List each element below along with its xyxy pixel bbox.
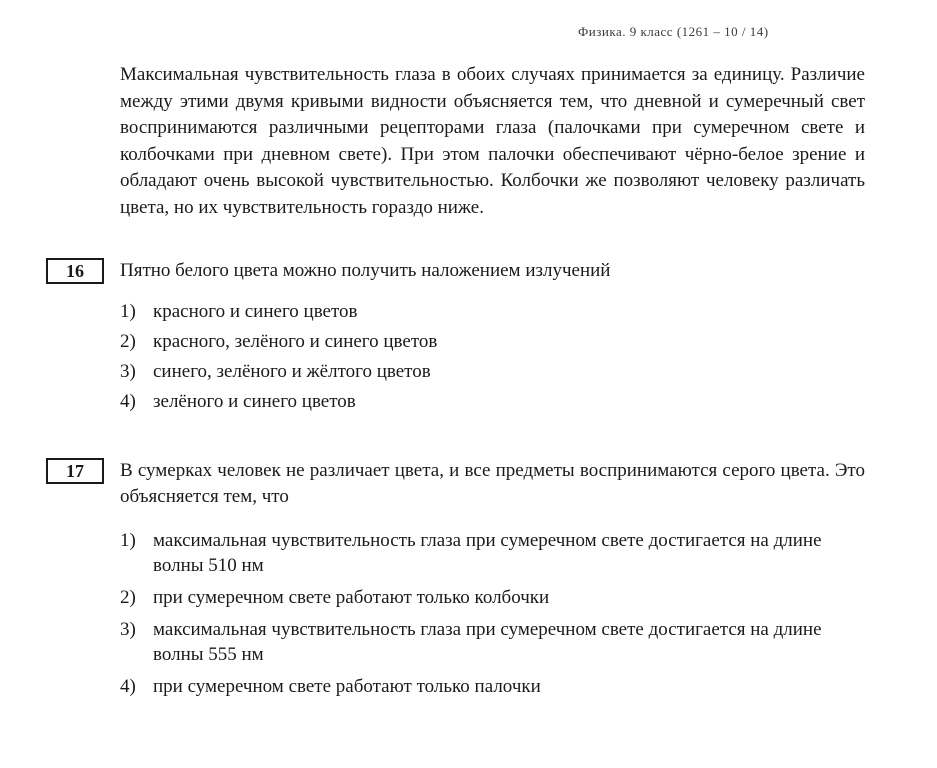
intro-paragraph (120, 62, 865, 221)
question-17-text: В сумерках человек не различает цвета, и все предметы воспринимаются серого цвета. Это объясняется тем, что (120, 460, 865, 507)
option-number: 1) (120, 301, 136, 322)
option-number: 2) (120, 587, 136, 608)
option-text: максимальная чувствительность глаза при сумеречном свете достигается на длине волны 510 нм (153, 530, 822, 576)
question-17-option-3 (120, 617, 865, 667)
question-17-option-1 (120, 528, 865, 578)
option-text: красного и синего цветов (153, 301, 358, 322)
question-16-options (120, 299, 865, 419)
question-16-option-3 (120, 359, 865, 389)
question-16-number-box: 16 (46, 258, 104, 284)
option-number: 3) (120, 361, 136, 382)
option-number: 2) (120, 331, 136, 352)
question-17-option-4 (120, 674, 865, 699)
option-number: 1) (120, 530, 136, 551)
option-text: красного, зелёного и синего цветов (153, 331, 438, 352)
option-text: при сумеречном свете работают только колбочки (153, 587, 550, 608)
option-text: зелёного и синего цветов (153, 391, 356, 412)
option-text: максимальная чувствительность глаза при сумеречном свете достигается на длине волны 555 нм (153, 619, 822, 665)
question-16-text: Пятно белого цвета можно получить наложением излучений (120, 260, 611, 281)
option-text: синего, зелёного и жёлтого цветов (153, 361, 431, 382)
question-17-option-2 (120, 585, 865, 610)
intro-text: Максимальная чувствительность глаза в обоих случаях принимается за единицу. Различие между этими двумя кривыми видности объясняется тем, что дневной и сумеречный свет воспринимаются различными рецепторами глаза (палочками при сумеречном свете и колбочками при дневном свете). При этом палочки обеспечивают чёрно-белое зрение и обладают очень высокой чувствительностью. Колбочки же позволяют человеку различать цвета, но их чувствительность гораздо ниже. (120, 64, 865, 218)
question-16-option-1 (120, 299, 865, 329)
page-header: Физика. 9 класс (1261 – 10 / 14) (578, 24, 769, 39)
option-text: при сумеречном свете работают только палочки (153, 676, 541, 697)
option-number: 4) (120, 676, 136, 697)
option-number: 4) (120, 391, 136, 412)
option-number: 3) (120, 619, 136, 640)
question-17-options (120, 528, 865, 706)
question-17-number-box: 17 (46, 458, 104, 484)
question-16-option-4 (120, 389, 865, 419)
question-16-option-2 (120, 329, 865, 359)
